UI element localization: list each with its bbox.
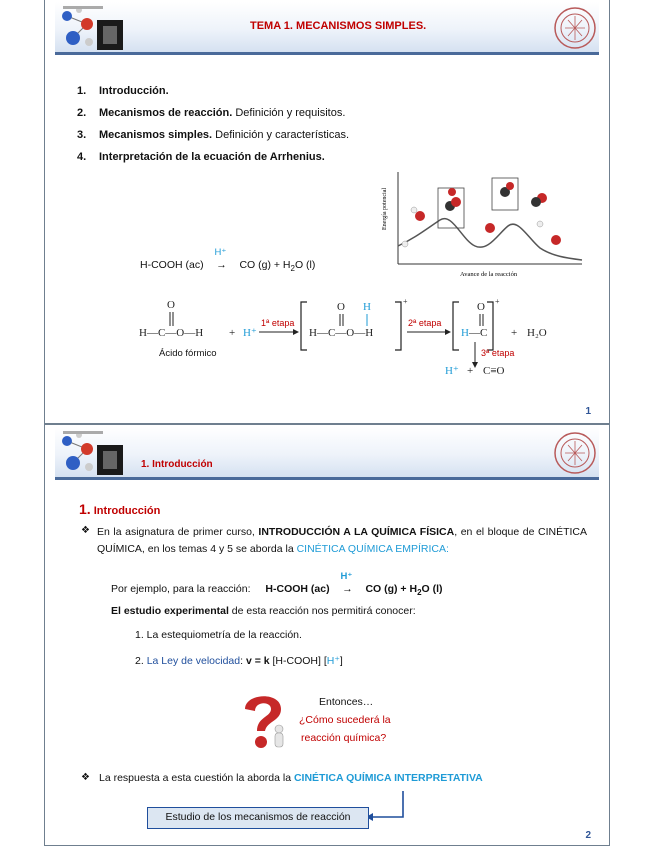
svg-text:—C: —C [469,327,488,339]
toc-item: 2. Mecanismos de reacción. Definición y requisitos. [77,107,346,119]
svg-text:+: + [229,327,236,339]
answer-line: La respuesta a esta cuestión la aborda la CINÉTICA QUÍMICA INTERPRETATIVA [99,772,483,784]
table-of-contents [77,85,349,173]
svg-text:+: + [511,327,518,339]
header-divider [55,477,599,480]
molecule-logo-icon [59,429,125,477]
slide-title: 1. Introducción [141,459,213,470]
question-line-1: ¿Cómo sucederá la [299,714,391,726]
header-divider [55,52,599,55]
bullet-diamond-icon: ❖ [81,525,90,536]
svg-text:+: + [403,297,408,306]
connector-arrow-icon [365,789,409,825]
svg-text:H—C—O—H: H—C—O—H [139,327,204,339]
slide-header-banner [55,427,599,477]
svg-text:+: + [495,297,500,306]
section-heading: 1. Introducción [79,501,161,517]
svg-text:+: + [467,365,474,377]
svg-text:H⁺: H⁺ [445,365,459,377]
university-seal-icon [551,431,599,475]
toc-item: 1. Introducción. [77,85,169,97]
svg-text:O: O [477,301,485,313]
reaction-axis-label: Avance de la reacción [460,271,518,278]
toc-item: 3. Mecanismos simples. Definición y características. [77,129,350,141]
formic-acid-label: Ácido fórmico [159,348,217,359]
study-line: El estudio experimental de esta reacción nos permitirá conocer: [111,605,416,617]
slide-title: TEMA 1. MECANISMOS SIMPLES. [250,20,427,32]
svg-text:H: H [363,301,371,313]
list-item: 1. La estequiometría de la reacción. [135,629,302,641]
slide-1 [44,0,610,424]
mechanism-study-box: Estudio de los mecanismos de reacción [147,807,369,829]
molecule-logo-icon [59,4,125,52]
svg-text:C≡O: C≡O [483,365,505,377]
reaction-mechanism-scheme [135,294,575,382]
step3-label: 3ª etapa [481,348,515,358]
entonces-text: Entonces… [319,696,374,708]
step1-label: 1ª etapa [261,318,295,328]
global-reaction: H-COOH (ac) H⁺ → CO $(g) + H_2O$ (l) [140,247,316,274]
energy-profile-diagram [380,168,586,280]
svg-text:H⁺: H⁺ [243,327,257,339]
intro-paragraph: En la asignatura de primer curso, INTRODUCCIÓN A LA QUÍMICA FÍSICA, en el bloque de CINÉTICA QUÍMICA, en los temas 4 y 5 se aborda la CINÉTICA QUÍMICA EMPÍRICA: [97,526,588,555]
page-number: 1 [585,406,591,417]
example-line: Por ejemplo, para la reacción: H-COOH (ac) H⁺ → CO $(g) + H_2O$ (l) [111,571,443,598]
energy-axis-label: Energía potencial [382,187,388,230]
question-mark-figure-icon [233,687,293,751]
svg-text:O: O [337,301,345,313]
university-seal-icon [551,6,599,50]
slide-2 [44,424,610,846]
svg-text:H: H [461,327,469,339]
svg-text:H₂O: H₂O [527,327,547,339]
svg-text:O: O [167,299,175,311]
question-line-2: reacción química? [301,732,387,744]
bullet-diamond-icon: ❖ [81,772,90,783]
list-item: 2. La Ley de velocidad: v = k [H-COOH] [H⁺] [135,655,343,667]
toc-item: 4. Interpretación de la ecuación de Arrhenius. [77,151,325,163]
step2-label: 2ª etapa [408,318,442,328]
page-number: 2 [585,830,591,841]
svg-text:H—C—O—H: H—C—O—H [309,327,374,339]
